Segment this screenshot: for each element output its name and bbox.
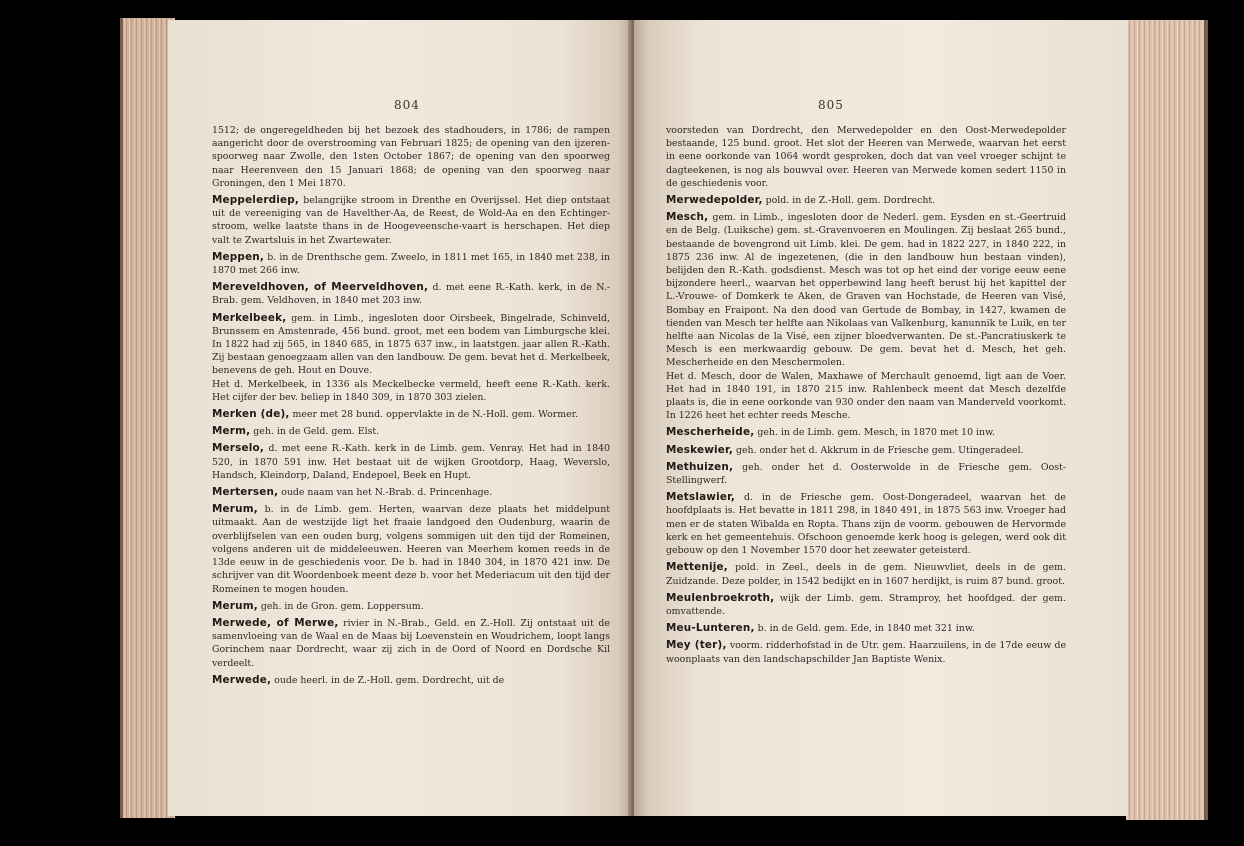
headword: Mesch, <box>666 211 709 224</box>
headword: Mescherheide, <box>666 426 755 439</box>
entry-merum-limb <box>212 503 610 595</box>
entry-text: geh. in de Geld. gem. Elst. <box>250 426 380 438</box>
headword: Merum, <box>212 503 258 516</box>
entry-merwede-heerl <box>212 674 610 687</box>
entry-text: meer met 28 bund. oppervlakte in de N.-Holl. gem. Wormer. <box>289 409 579 421</box>
right-page-edges <box>1126 20 1208 820</box>
entry-text: gem. in Limb., ingesloten door de Nederl. gem. Eysden en st.-Geertruid en de Belg. (Luiksche) gem. st.-Gravenvoeren en Moulingen. Zij beslaat 265 bund., bestaande de bovengrond uit Limb. klei. De gem. had in 1822 227, in 1840 222, in 1875 236 inw. Al de ingezetenen, (die in den landbouw hun bestaan vinden), belijden den R.-Kath. godsdienst. Mesch was tot op het eind der vorige eeuw eene bijzondere heerl., waarvan het opperbewind lang heeft berust bij het kapittel der L.-Vrouwe- of Domkerk te Aken, de Graven van Hochstade, de Heeren van Visé, Bombay en Fraipont. Na den dood van Gertude de Bombay, in 1427, kwamen de tienden van Mesch ter helfte aan Nikolaas van Valkenburg, kanunnik te Luik, en ter helfte aan Nicolas de la Visé, een zijner bloedverwanten. De st.-Pancratiuskerk te Mesch is een merkwaardig gebouw. De gem. bevat het d. Mesch, het geh. Mescherheide en den Meschermolen. <box>666 212 1066 369</box>
entry-text: oude naam van het N.-Brab. d. Princenhage. <box>278 487 493 499</box>
right-continuation: voorsteden van Dordrecht, den Merwedepolder en den Oost-Merwedepolder bestaande, 125 bund. groot. Het slot der Heeren van Merwede, waarvan het eerst in eene oorkonde van 1064 wordt gesproken, doch dat van veel vroeger schijnt te dagteekenen, is nog als bouwval over. Heeren van Merwede komen sedert 1150 in de geschiedenis voor. <box>666 125 1066 189</box>
entry-text: voorm. ridderhofstad in de Utr. gem. Haarzuilens, in de 17de eeuw de woonplaats van den landschapschilder Jan Baptiste Wenix. <box>666 640 1066 665</box>
headword: Merum, <box>212 599 258 612</box>
entry-meppen <box>212 251 610 277</box>
entry-meppelerdiep <box>212 194 610 247</box>
entry-text: d. met eene R.-Kath. kerk in de Limb. gem. Venray. Het had in 1840 520, in 1870 591 inw. Het bestaat uit de wijken Grootdorp, Haag, Weverslo, Handsch, Kleindorp, Daland, Endepoel, Beek en Hupt. <box>212 443 610 481</box>
headword: Merm, <box>212 425 251 438</box>
entry-merwedepolder <box>666 194 1066 207</box>
left-continuation: 1512; de ongeregeldheden bij het bezoek des stadhouders, in 1786; de rampen aangericht door de overstrooming van Februari 1825; de opening van den ijzeren-spoorweg naar Zwolle, den 1sten October 1867; de opening van den spoorweg naar Heerenveen den 15 Januari 1868; de opening van den spoorweg naar Groningen, den 1 Mei 1870. <box>212 125 610 189</box>
entry-text: wijk der Limb. gem. Stramproy, het hoofdged. der gem. omvattende. <box>666 592 1066 617</box>
left-page <box>168 20 632 816</box>
headword: Mettenije, <box>666 561 728 574</box>
entry-text: d. in de Friesche gem. Oost-Dongeradeel, waarvan het de hoofdplaats is. Het bevatte in 1811 298, in 1840 491, in 1875 563 inw. Vroeger had men er de staten Wibalda en Ropta. Thans zijn de voorm. gebouwen de Hervormde kerk en het gemeentehuis. Ofschoon genoemde kerk hoog is gelegen, werd ook dit gebouw op den 1 November 1570 door het zeewater geteisterd. <box>666 492 1066 557</box>
left-page-edges <box>120 18 175 818</box>
right-page <box>634 20 1128 816</box>
headword: Metslawier, <box>666 491 736 504</box>
entry-text: pold. in de Z.-Holl. gem. Dordrecht. <box>762 195 936 207</box>
entry-text: pold. in Zeel., deels in de gem. Nieuwvliet, deels in de gem. Zuidzande. Deze polder, in 1542 bedijkt en in 1607 herdijkt, is ruim 87 bund. groot. <box>666 562 1066 587</box>
headword: Merwedepolder, <box>666 194 763 207</box>
entry-mettenije <box>666 561 1066 587</box>
left-page-text <box>212 124 610 691</box>
headword: Meskewier, <box>666 443 734 456</box>
headword: Merwede, of Merwe, <box>212 616 339 629</box>
headword: Meulenbroekroth, <box>666 591 775 604</box>
entry-mertersen <box>212 486 610 499</box>
entry-merselo <box>212 442 610 482</box>
headword: Merken (de), <box>212 408 290 421</box>
left-page-number: 804 <box>394 98 420 112</box>
headword: Merwede, <box>212 673 272 686</box>
entry-meulenbroekroth <box>666 592 1066 618</box>
entry-text: geh. onder het d. Oosterwolde in de Friesche gem. Oost-Stellingwerf. <box>666 461 1066 487</box>
entry-text: geh. onder het d. Akkrum in de Friesche gem. Utingeradeel. <box>733 444 1024 456</box>
entry-mey <box>666 639 1066 665</box>
entry-meu-lunteren <box>666 622 1066 635</box>
entry-merm <box>212 425 610 438</box>
right-page-text <box>666 124 1066 670</box>
entry-mereveldhoven <box>212 281 610 307</box>
entry-merken <box>212 408 610 421</box>
entry-merkelbeek <box>212 312 610 404</box>
entry-mescherheide <box>666 426 1066 439</box>
right-page-number: 805 <box>818 98 844 112</box>
entry-meskewier <box>666 444 1066 457</box>
entry-text: geh. in de Gron. gem. Loppersum. <box>257 600 424 612</box>
headword: Meppelerdiep, <box>212 194 300 207</box>
headword: Methuizen, <box>666 460 734 473</box>
entry-text: d. met eene R.-Kath. kerk, in de N.-Brab. gem. Veldhoven, in 1840 met 203 inw. <box>212 282 610 307</box>
entry-merwede-river <box>212 617 610 670</box>
headword: Mey (ter), <box>666 639 727 652</box>
headword: Mertersen, <box>212 486 279 499</box>
entry-mesch <box>666 211 1066 422</box>
entry-text-continued: Het d. Mesch, door de Walen, Maxhawe of Merchault genoemd, ligt aan de Voer. Het had in 1840 191, in 1870 215 inw. Rahlenbeck meent dat Mesch dezelfde plaats is, die in eene oorkonde van 930 onder den naam van Manderveld voorkomt. In 1226 heet het echter reeds Mesche. <box>666 370 1066 422</box>
entry-metslawier <box>666 491 1066 557</box>
entry-text: oude heerl. in de Z.-Holl. gem. Dordrecht, uit de <box>271 674 505 686</box>
headword: Merselo, <box>212 442 264 455</box>
entry-text: gem. in Limb., ingesloten door Oirsbeek, Bingelrade, Schinveld, Brunssem en Amstenrade, 456 bund. groot, met een bodem van Limburgsche klei. In 1822 had zij 565, in 1840 685, in 1875 637 inw., in laatstgen. jaar allen R.-Kath. Zij bestaan genoegzaam allen van den landbouw. De gem. bevat het d. Merkelbeek, benevens de geh. Hout en Douve. <box>212 312 610 377</box>
entry-merum-gron <box>212 600 610 613</box>
entry-text: b. in de Limb. gem. Herten, waarvan deze plaats het middelpunt uitmaakt. Aan de westzijde ligt het fraaie landgoed den Oudenburg, waarin de overblijfselen van een ouden burg, volgens sommigen uit den tijd der Romeinen, volgens anderen uit de middeleeuwen. Heeren van Meerhem komen reeds in de 13de eeuw in de geschiedenis voor. De b. had in 1840 304, in 1870 421 inw. De schrijver van dit Woordenboek meent deze b. voor het Mederiacum uit den tijd der Romeinen te mogen houden. <box>212 504 610 595</box>
headword: Meu-Lunteren, <box>666 622 755 635</box>
entry-text: belangrijke stroom in Drenthe en Overijssel. Het diep ontstaat uit de vereeniging van de Havelther-Aa, de Reest, de Wold-Aa en den Echtinger-stroom, welke laatste thans in de Hoogeveensche-vaart is herschapen. Het diep valt te Zwartsluis in het Zwartewater. <box>212 195 610 246</box>
entry-text: geh. in de Limb. gem. Mesch, in 1870 met 10 inw. <box>754 427 995 439</box>
entry-text-continued: Het d. Merkelbeek, in 1336 als Meckelbecke vermeld, heeft eene R.-Kath. kerk. Het cijfer der bev. beliep in 1840 309, in 1870 303 zielen. <box>212 378 610 403</box>
headword: Meppen, <box>212 250 265 263</box>
entry-methuizen <box>666 461 1066 487</box>
headword: Mereveldhoven, of Meerveldhoven, <box>212 281 429 294</box>
entry-text: b. in de Geld. gem. Ede, in 1840 met 321 inw. <box>754 623 975 635</box>
entry-text: b. in de Drenthsche gem. Zweelo, in 1811 met 165, in 1840 met 238, in 1870 met 266 inw. <box>212 251 610 277</box>
entry-text: rivier in N.-Brab., Geld. en Z.-Holl. Zij ontstaat uit de samenvloeing van de Waal en de Maas bij Loevenstein en Woudrichem, loopt langs Gorinchem naar Dordrecht, waar zij zich in de Oord of Noord en Dordsche Kil verdeelt. <box>212 617 610 669</box>
headword: Merkelbeek, <box>212 311 287 324</box>
